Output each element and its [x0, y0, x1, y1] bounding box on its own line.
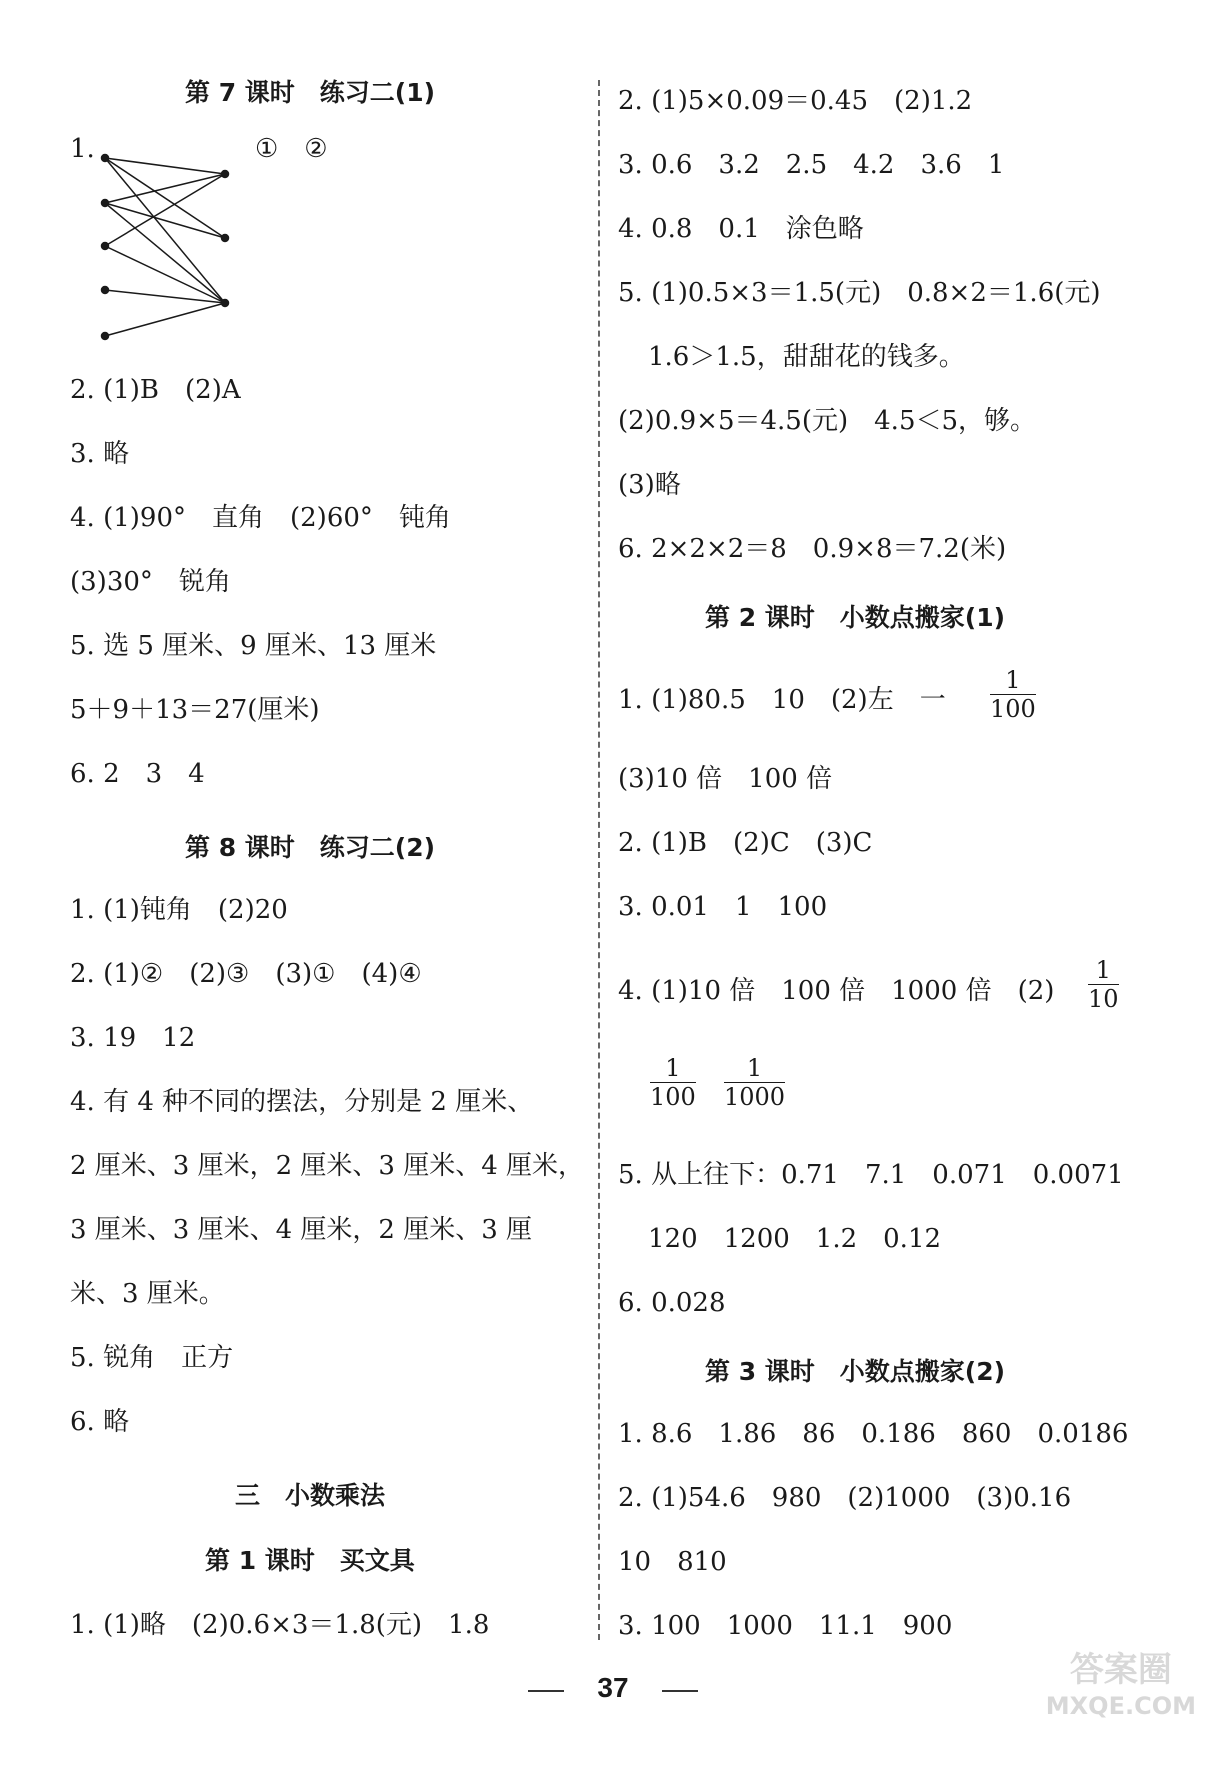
answer-line: 2. (1)B (2)A [70, 375, 241, 405]
answer-line: 4. (1)10 倍 100 倍 1000 倍 (2) [618, 976, 1055, 1006]
answer-line: (3)略 [618, 470, 681, 500]
answer-line: 2. (1)② (2)③ (3)① (4)④ [70, 959, 422, 989]
answer-line: 6. 0.028 [618, 1288, 726, 1318]
page-number: 37 [597, 1672, 629, 1703]
answer-line: 4. (1)90° 直角 (2)60° 钝角 [70, 503, 451, 533]
answer-line: 2. (1)5×0.09＝0.45 (2)1.2 [618, 86, 973, 116]
watermark-logo [1046, 1652, 1196, 1724]
numerator: 1 [746, 1054, 763, 1082]
answer-line: 2. (1)B (2)C (3)C [618, 828, 873, 858]
fraction-one-hundredth [990, 666, 1036, 723]
denominator: 100 [650, 1083, 696, 1111]
watermark-url: MXQE.COM [1045, 1692, 1196, 1720]
answer-line: 120 1200 1.2 0.12 [648, 1224, 942, 1254]
fraction-one-thousandth [724, 1054, 785, 1111]
lesson-1-heading: 第 1 课时 买文具 [205, 1546, 415, 1575]
numerator: 1 [1005, 666, 1021, 694]
lesson-2-heading: 第 2 课时 小数点搬家(1) [705, 603, 1006, 632]
answer-line: 4. 0.8 0.1 涂色略 [618, 214, 864, 244]
answer-line: 5. 选 5 厘米、9 厘米、13 厘米 [70, 631, 437, 661]
lesson-3-heading: 第 3 课时 小数点搬家(2) [705, 1357, 1006, 1386]
denominator: 100 [990, 695, 1036, 723]
answer-line: 3 厘米、3 厘米、4 厘米，2 厘米、3 厘 [70, 1215, 533, 1245]
answer-line: 4. 有 4 种不同的摆法，分别是 2 厘米、 [70, 1087, 534, 1117]
denominator: 1000 [724, 1083, 786, 1111]
column-divider [598, 80, 600, 1640]
answer-line: 5＋9＋13＝27(厘米) [70, 695, 320, 725]
answer-line: 1. 8.6 1.86 86 0.186 860 0.0186 [618, 1419, 1129, 1449]
answer-line: (3)10 倍 100 倍 [618, 764, 833, 794]
answer-line: 3. 19 12 [70, 1023, 196, 1053]
watermark-text: 答案圈 [1069, 1650, 1172, 1690]
answer-line: 米、3 厘米。 [70, 1279, 225, 1309]
question-1-marks: ① ② [255, 134, 328, 164]
numerator: 1 [1095, 956, 1111, 984]
answer-line: 5. (1)0.5×3＝1.5(元) 0.8×2＝1.6(元) [618, 278, 1101, 308]
answer-line: 6. 略 [70, 1407, 130, 1437]
answer-line: 1. (1)钝角 (2)20 [70, 895, 288, 925]
fraction-one-tenth [1088, 956, 1119, 1013]
answer-line: 6. 2 3 4 [70, 759, 205, 789]
answer-line: 3. 0.01 1 100 [618, 892, 828, 922]
answer-line: 1.6＞1.5，甜甜花的钱多。 [648, 342, 965, 372]
answer-line: 6. 2×2×2＝8 0.9×8＝7.2(米) [618, 534, 1007, 564]
page-number-dash-right [662, 1690, 698, 1692]
fraction-one-hundredth [650, 1054, 696, 1111]
lesson-7-heading: 第 7 课时 练习二(1) [185, 78, 436, 107]
answer-line: 10 810 [618, 1547, 727, 1577]
answer-line: 3. 0.6 3.2 2.5 4.2 3.6 1 [618, 150, 1005, 180]
answer-line: 1. (1)80.5 10 (2)左 一 [618, 685, 946, 715]
numerator: 1 [665, 1054, 681, 1082]
answer-line: 1. (1)略 (2)0.6×3＝1.8(元) 1.8 [70, 1610, 490, 1640]
answer-line: 2 厘米、3 厘米，2 厘米、3 厘米、4 厘米， [70, 1151, 585, 1181]
unit-heading: 三 小数乘法 [235, 1481, 386, 1510]
denominator: 10 [1088, 985, 1119, 1013]
answer-line: (3)30° 锐角 [70, 567, 231, 597]
answer-line: 5. 锐角 正方 [70, 1343, 234, 1373]
answer-line: 3. 略 [70, 439, 130, 469]
lesson-8-heading: 第 8 课时 练习二(2) [185, 833, 436, 862]
answer-line: 5. 从上往下：0.71 7.1 0.071 0.0071 [618, 1160, 1124, 1190]
matching-lines-diagram [100, 148, 260, 348]
question-1-number: 1. [70, 134, 95, 164]
answer-line: (2)0.9×5＝4.5(元) 4.5＜5，够。 [618, 406, 1037, 436]
answer-line: 2. (1)54.6 980 (2)1000 (3)0.16 [618, 1483, 1072, 1513]
answer-line: 3. 100 1000 11.1 900 [618, 1611, 953, 1641]
